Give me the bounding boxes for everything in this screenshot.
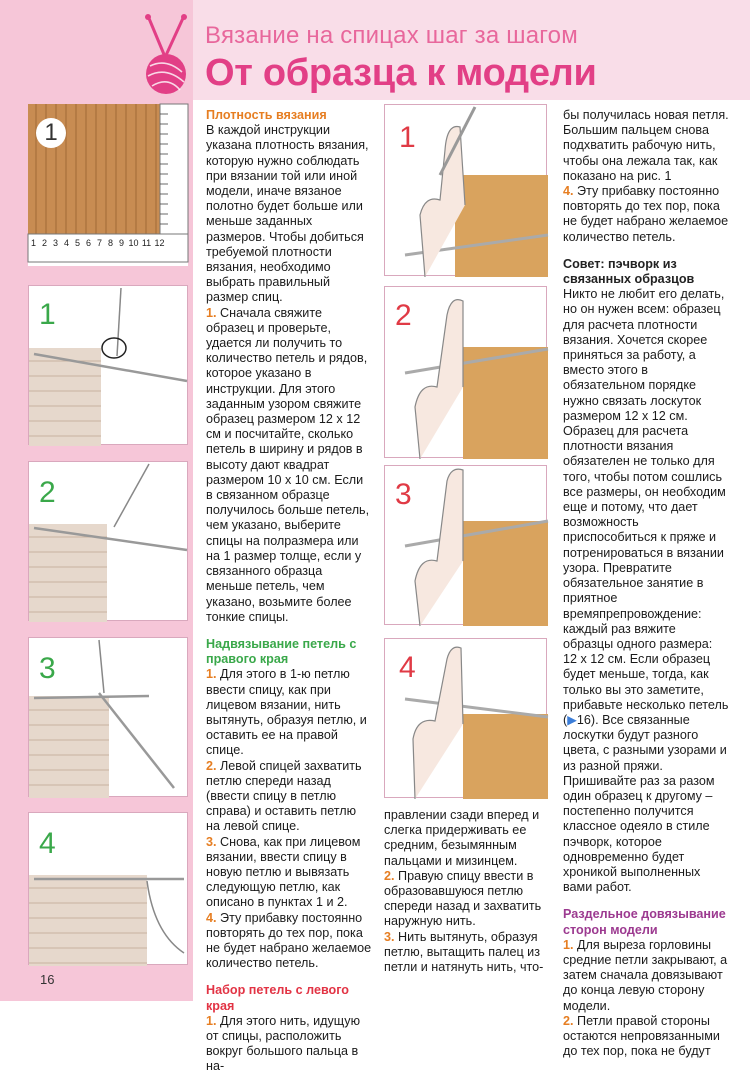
left-step-panel xyxy=(28,285,188,445)
paragraph: Петли правой стороны остаются непровязанными до тех пор, пока не будут xyxy=(563,1013,720,1059)
ruler-tick: 11 xyxy=(141,238,152,248)
page-number: 16 xyxy=(40,972,55,987)
step-number: 4. xyxy=(206,910,217,925)
step-number: 1. xyxy=(206,305,217,320)
step-number: 4. xyxy=(563,184,574,199)
step-number: 1 xyxy=(39,298,56,331)
ruler-tick: 8 xyxy=(107,238,113,248)
step-number: 2 xyxy=(395,299,412,332)
tip-heading: Совет: пэчворк из связанных образцов xyxy=(563,256,695,287)
step-number: 1. xyxy=(206,1013,217,1028)
mid-step-panel xyxy=(384,638,547,798)
ruler-tick: 2 xyxy=(41,238,47,248)
yarn-ball-logo-icon xyxy=(138,14,194,96)
text-column-3 xyxy=(563,108,729,1059)
left-step-panel xyxy=(28,812,188,965)
step-number: 4 xyxy=(39,827,56,860)
step-number: 3 xyxy=(395,478,412,511)
paragraph: Сначала свяжите образец и проверьте, удается ли получить то количество петель и рядов, которое указано в инструкции. Для этого заданным узором свяжите образец размером 12 х 12 см и посчитайте, сколько петель в ширину и рядов в высоту дают квадрат размером 10 х 10 см. Если в связанном образце получилось больше петель, чем указано, выберите спицы на полразмера или на 1 размер толще, если у связанного образца меньше петель, чем указано, возьмите более тонкие спицы. xyxy=(206,305,370,624)
paragraph: Никто не любит его делать, но он нужен всем: образец для расчета плотности вязания. Хочется скорее приняться за работу, а вместо этого в обязательном порядке нужно связать лоскуток размером 12 х 12 см. Образец для расчета плотности вязания обязателен не только для того, чтобы потом сошлись все размеры, он необходим еще и потому, что дает возможность приспособиться к пряже и потренироваться в вязании узора. Превратите обязательное занятие в приятное времяпрепровождение: каждый раз вяжите образцы одного размера: 12 х 12 см. Если образец будет меньше, тогда, как только вы это заметите, прибавьте несколько петель ( xyxy=(563,287,729,727)
ruler-tick: 4 xyxy=(63,238,69,248)
step-number: 1. xyxy=(206,667,217,682)
step-number: 3. xyxy=(384,929,395,944)
paragraph: Нить вытянуть, образуя петлю, вытащить палец из петли и натянуть нить, что- xyxy=(384,929,544,975)
text-column-2 xyxy=(384,808,547,978)
ruler-tick: 12 xyxy=(154,238,165,248)
step-number: 3. xyxy=(206,834,217,849)
ruler-tick: 9 xyxy=(118,238,124,248)
paragraph: Для этого нить, идущую от спицы, расположить вокруг большого пальца в на- xyxy=(206,1013,361,1074)
text-column-1 xyxy=(206,108,372,1074)
paragraph: Снова, как при лицевом вязании, ввести спицу в новую петлю и вывязать следующую петлю, как описано в пунктах 1 и 2. xyxy=(206,834,361,910)
ruler-tick: 6 xyxy=(85,238,91,248)
step-number: 1 xyxy=(399,121,416,154)
step-number: 1. xyxy=(563,937,574,952)
section-heading: Надвязывание петель с правого края xyxy=(206,636,357,667)
ruler-tick: 1 xyxy=(30,238,36,248)
mid-step-panel xyxy=(384,104,547,276)
ruler-tick: 7 xyxy=(96,238,102,248)
page-reference: 16 xyxy=(576,712,591,727)
section-heading: Плотность вязания xyxy=(206,108,327,122)
series-title: Вязание на спицах шаг за шагом xyxy=(205,22,578,49)
left-step-panel xyxy=(28,637,188,797)
step-number: 2. xyxy=(384,868,395,883)
paragraph: Эту прибавку постоянно повторять до тех пор, пока не будет набрано желаемое количество петель. xyxy=(206,910,372,971)
step-number: 2 xyxy=(39,476,56,509)
paragraph: Левой спицей захватить петлю спереди назад (ввести спицу в петлю справа) и оставить петлю на левой спице. xyxy=(206,758,362,834)
mid-step-panel xyxy=(384,286,547,458)
paragraph: бы получилась новая петля. Большим пальцем снова подхватить рабочую нить, чтобы она лежала так, как показано на рис. 1 xyxy=(563,108,729,183)
section-heading: Набор петель с левого края xyxy=(206,983,350,1013)
section-heading: Раздельное довязывание сторон модели xyxy=(563,907,726,937)
paragraph: ). Все связанные лоскутки будут разного цвета, с разными узорами и из разной пряжи. Пришивайте раз за разом один образец к другому – постепенно получится классное одеяло в стиле пэчворк, которое одновременно будет хроникой выполненных вами работ. xyxy=(563,712,727,895)
paragraph: В каждой инструкции указана плотность вязания, которую нужно соблюдать при вязании той или иной модели, иначе вязаное полотно будет больше или меньше заданных размеров. Чтобы добиться требуемой плотности вязания, необходимо выбрать правильный размер спиц. xyxy=(206,123,369,305)
page-title: От образца к модели xyxy=(205,52,597,94)
paragraph: Для этого в 1-ю петлю ввести спицу, как при лицевом вязании, нить вытянуть, образуя петлю, и оставить ее на правой спице. xyxy=(206,667,367,758)
swatch-step-number: 1 xyxy=(36,118,66,148)
ruler-tick: 10 xyxy=(128,238,139,248)
paragraph: Правую спицу ввести в образовавшуюся петлю спереди назад и захватить наружную нить. xyxy=(384,868,542,929)
step-number: 4 xyxy=(399,651,416,684)
step-number: 2. xyxy=(206,758,217,773)
paragraph: Эту прибавку постоянно повторять до тех пор, пока не будет набрано желаемое количество петель. xyxy=(563,184,729,244)
step-number: 2. xyxy=(563,1013,574,1028)
mid-step-panel xyxy=(384,465,547,625)
left-step-panel xyxy=(28,461,188,621)
ruler-tick: 3 xyxy=(52,238,58,248)
paragraph: правлении сзади вперед и слегка придерживать ее средним, безымянным пальцами и мизинцем. xyxy=(384,808,540,868)
paragraph: Для выреза горловины средние петли закрывают, а затем сначала довязывают до конца левую сторону модели. xyxy=(563,937,728,1013)
ruler-tick: 5 xyxy=(74,238,80,248)
step-number: 3 xyxy=(39,652,56,685)
arrow-right-icon: ▶ xyxy=(567,712,577,727)
